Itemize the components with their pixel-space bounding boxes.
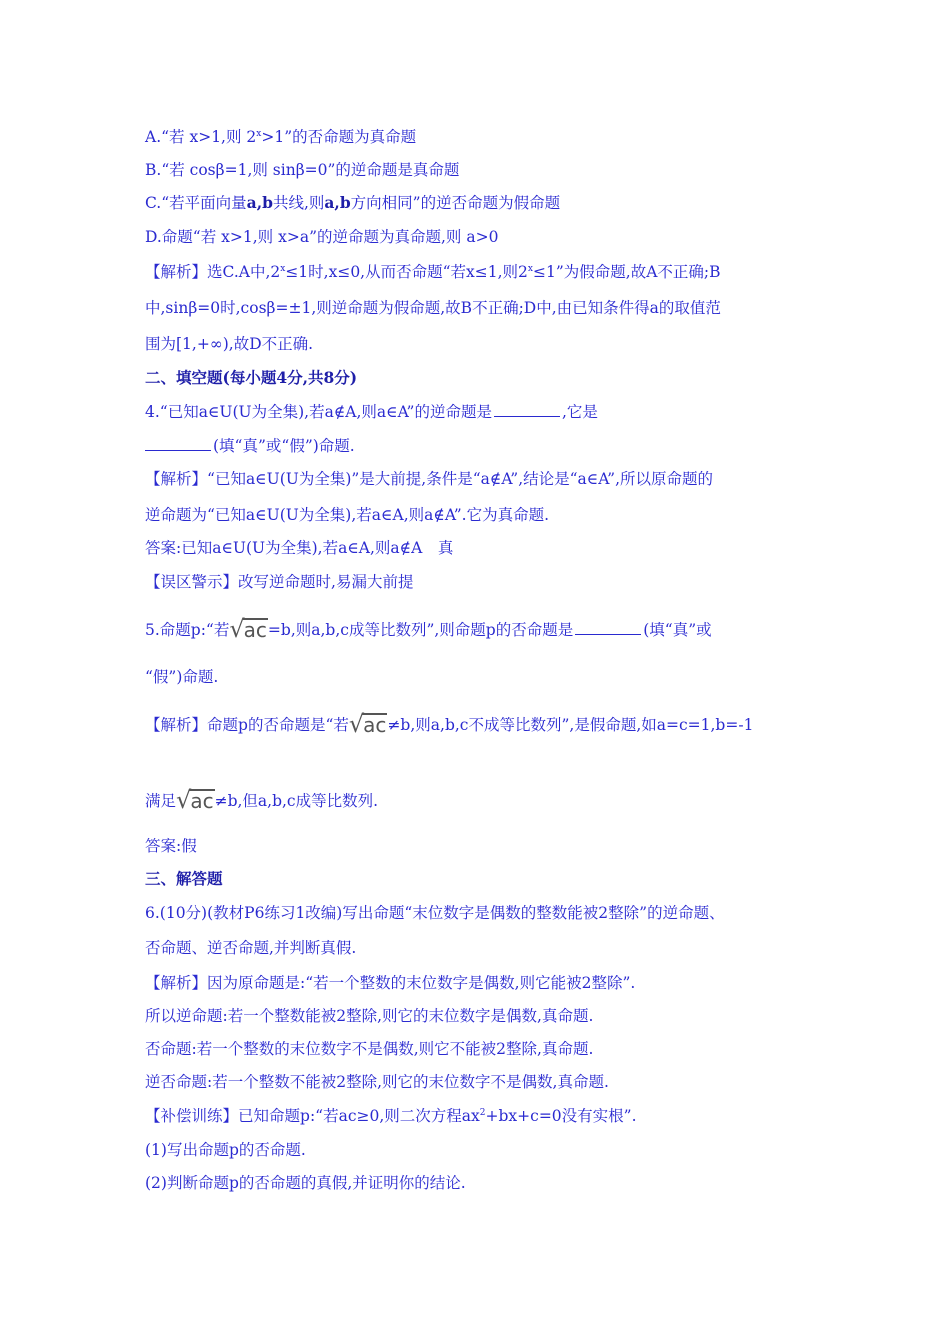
- analysis-4-line-2: 逆命题为“已知a∈U(U为全集),若a∈A,则a∉A”.它为真命题.: [145, 506, 550, 524]
- warning-tag: 【误区警示】: [145, 573, 239, 591]
- answer-blank: [494, 402, 560, 417]
- analysis-1-line-1: [145, 262, 721, 282]
- analysis-6-line-3: 否命题:若一个整数的末位数字不是偶数,则它不能被2整除,真命题.: [145, 1040, 594, 1058]
- question-6-line-2: 否命题、逆否命题,并判断真假.: [145, 939, 357, 957]
- option-c-mid: 共线,则: [272, 194, 325, 212]
- training-item-1: (1)写出命题p的否命题.: [145, 1141, 306, 1159]
- training-a: 已知命题p:“若ac≥0,则二次方程ax: [238, 1107, 480, 1125]
- question-5-a: 5.命题p:“若: [145, 621, 230, 639]
- option-a-exp: x: [256, 128, 262, 139]
- question-5-line-1: [145, 617, 712, 642]
- analysis-tag: 【解析】: [145, 470, 208, 488]
- analysis-5-line-2: [145, 788, 378, 813]
- analysis-5-d: ≠b,但a,b,c成等比数列.: [214, 792, 379, 810]
- vector-ab-1: a,b: [246, 193, 273, 212]
- question-4-text: 4.“已知a∈U(U为全集),若a∉A,则a∈A”的逆命题是: [145, 403, 492, 421]
- question-4-line-2: [145, 436, 355, 456]
- answer-4: 答案:已知a∈U(U为全集),若a∈A,则a∉A 真: [145, 539, 454, 557]
- analysis-6-a: 因为原命题是:“若一个整数的末位数字是偶数,则它能被2整除”.: [207, 974, 636, 992]
- exp: x: [527, 263, 533, 274]
- option-c-tail: 方向相同”的逆否命题为假命题: [350, 194, 561, 212]
- analysis-1-line-2: 中,sinβ=0时,cosβ=±1,则逆命题为假命题,故B不正确;D中,由已知条件得a的取值范: [145, 299, 721, 317]
- option-d: D.命题“若 x>1,则 x>a”的逆命题为真命题,则 a>0: [145, 228, 499, 246]
- analysis-4-a: “已知a∈U(U为全集)”是大前提,条件是“a∉A”,结论是“a∈A”,所以原命题的: [207, 470, 714, 488]
- analysis-1-c: ≤1”为假命题,故A不正确;B: [533, 263, 721, 281]
- training-tag: 【补偿训练】: [145, 1107, 239, 1125]
- analysis-4-line-1: [145, 469, 713, 489]
- vector-ab-2: a,b: [324, 193, 351, 212]
- analysis-tag: 【解析】: [145, 974, 208, 992]
- analysis-tag: 【解析】: [145, 716, 208, 734]
- analysis-6-line-4: 逆否命题:若一个整数不能被2整除,则它的末位数字不是偶数,真命题.: [145, 1073, 609, 1091]
- option-a-text: A.“若 x>1,则 2: [145, 128, 257, 146]
- warning-text: 改写逆命题时,易漏大前提: [238, 573, 414, 591]
- question-4-line-1: [145, 402, 598, 422]
- training-b: +bx+c=0没有实根”.: [485, 1107, 637, 1125]
- section-2-title: 二、填空题(每小题4分,共8分): [145, 368, 358, 387]
- answer-5: 答案:假: [145, 837, 197, 855]
- analysis-5-line-1: [145, 712, 753, 737]
- option-c: [145, 193, 560, 213]
- training-item-2: (2)判断命题p的否命题的真假,并证明你的结论.: [145, 1174, 466, 1192]
- option-a: [145, 127, 416, 147]
- section-3-title: 三、解答题: [145, 869, 223, 888]
- question-4-tail: ,它是: [561, 403, 598, 421]
- option-a-tail: >1”的否命题为真命题: [261, 128, 417, 146]
- question-5-line-2: “假”)命题.: [145, 668, 219, 686]
- mistake-warning: [145, 572, 413, 592]
- analysis-6-line-1: [145, 973, 635, 993]
- compensation-training: [145, 1106, 637, 1126]
- answer-blank: [145, 436, 211, 451]
- analysis-tag: 【解析】: [145, 263, 208, 281]
- option-c-pre: C.“若平面向量: [145, 194, 247, 212]
- exp: x: [280, 263, 286, 274]
- question-4-c: (填“真”或“假”)命题.: [213, 437, 355, 455]
- sqrt-ac-formula: √ac: [176, 786, 214, 814]
- option-b: B.“若 cosβ=1,则 sinβ=0”的逆命题是真命题: [145, 161, 460, 179]
- analysis-1-a: 选C.A中,2: [207, 263, 281, 281]
- question-5-c: (填“真”或: [643, 621, 712, 639]
- analysis-1-line-3: 围为[1,+∞),故D不正确.: [145, 335, 314, 353]
- analysis-6-line-2: 所以逆命题:若一个整数能被2整除,则它的末位数字是偶数,真命题.: [145, 1007, 594, 1025]
- sqrt-ac-formula: √ac: [229, 615, 267, 643]
- answer-blank: [575, 620, 641, 635]
- question-6-line-1: 6.(10分)(教材P6练习1改编)写出命题“末位数字是偶数的整数能被2整除”的逆命题、: [145, 904, 725, 922]
- analysis-5-b: ≠b,则a,b,c不成等比数列”,是假命题,如a=c=1,b=-1: [387, 716, 754, 734]
- exp: 2: [479, 1107, 486, 1118]
- analysis-5-c: 满足: [145, 792, 177, 810]
- question-5-b: =b,则a,b,c成等比数列”,则命题p的否命题是: [267, 621, 574, 639]
- analysis-1-b: ≤1时,x≤0,从而否命题“若x≤1,则2: [285, 263, 528, 281]
- analysis-5-a: 命题p的否命题是“若: [207, 716, 349, 734]
- sqrt-ac-formula: √ac: [348, 710, 387, 738]
